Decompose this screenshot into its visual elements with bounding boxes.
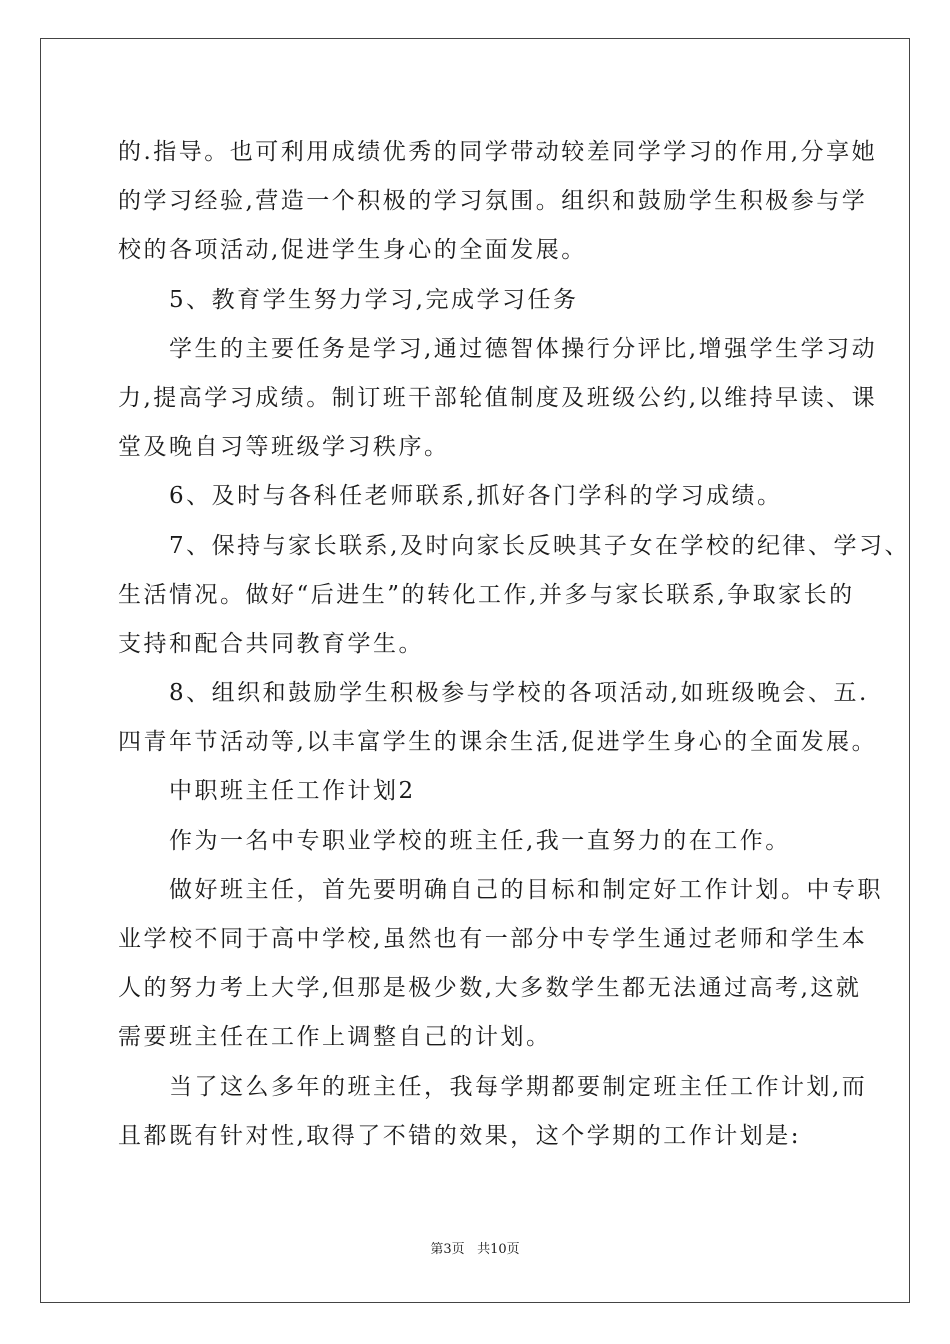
page-footer <box>0 1238 950 1257</box>
text-line: 且都既有针对性,取得了不错的效果，这个学期的工作计划是: <box>118 1122 802 1149</box>
section-heading: 中职班主任工作计划2 <box>118 778 416 805</box>
document-body <box>118 128 910 1161</box>
text-line: 7、保持与家长联系,及时向家长反映其子女在学校的纪律、学习、 <box>118 532 910 559</box>
text-line: 四青年节活动等,以丰富学生的课余生活,促进学生身心的全面发展。 <box>118 729 878 756</box>
text-line: 需要班主任在工作上调整自己的计划。 <box>118 1024 552 1051</box>
text-line: 的学习经验,营造一个积极的学习氛围。组织和鼓励学生积极参与学 <box>118 188 868 215</box>
text-line: 力,提高学习成绩。制订班干部轮值制度及班级公约,以维持早读、课 <box>118 384 878 411</box>
text-line: 做好班主任，首先要明确自己的目标和制定好工作计划。中专职 <box>118 876 883 903</box>
text-line: 当了这么多年的班主任，我每学期都要制定班主任工作计划,而 <box>118 1073 868 1100</box>
text-line: 支持和配合共同教育学生。 <box>118 630 424 657</box>
text-line: 生活情况。做好“后进生”的转化工作,并多与家长联系,争取家长的 <box>118 581 855 608</box>
text-line: 作为一名中专职业学校的班主任,我一直努力的在工作。 <box>118 827 791 854</box>
page-number: 第3页 <box>430 1242 465 1257</box>
text-line: 校的各项活动,促进学生身心的全面发展。 <box>118 237 587 264</box>
text-line: 6、及时与各科任老师联系,抓好各门学科的学习成绩。 <box>118 483 783 510</box>
text-line: 堂及晚自习等班级学习秩序。 <box>118 434 450 461</box>
text-line: 业学校不同于高中学校,虽然也有一部分中专学生通过老师和学生本 <box>118 926 868 952</box>
text-line: 学生的主要任务是学习,通过德智体操行分评比,增强学生学习动 <box>118 335 878 362</box>
text-line: 5、教育学生努力学习,完成学习任务 <box>118 286 579 313</box>
text-line: 8、组织和鼓励学生积极参与学校的各项活动,如班级晚会、五. <box>118 680 869 707</box>
text-line: 人的努力考上大学,但那是极少数,大多数学生都无法通过高考,这就 <box>118 975 862 1002</box>
text-line: 的.指导。也可利用成绩优秀的同学带动较差同学学习的作用,分享她 <box>118 139 878 165</box>
page-total: 共10页 <box>477 1242 520 1257</box>
